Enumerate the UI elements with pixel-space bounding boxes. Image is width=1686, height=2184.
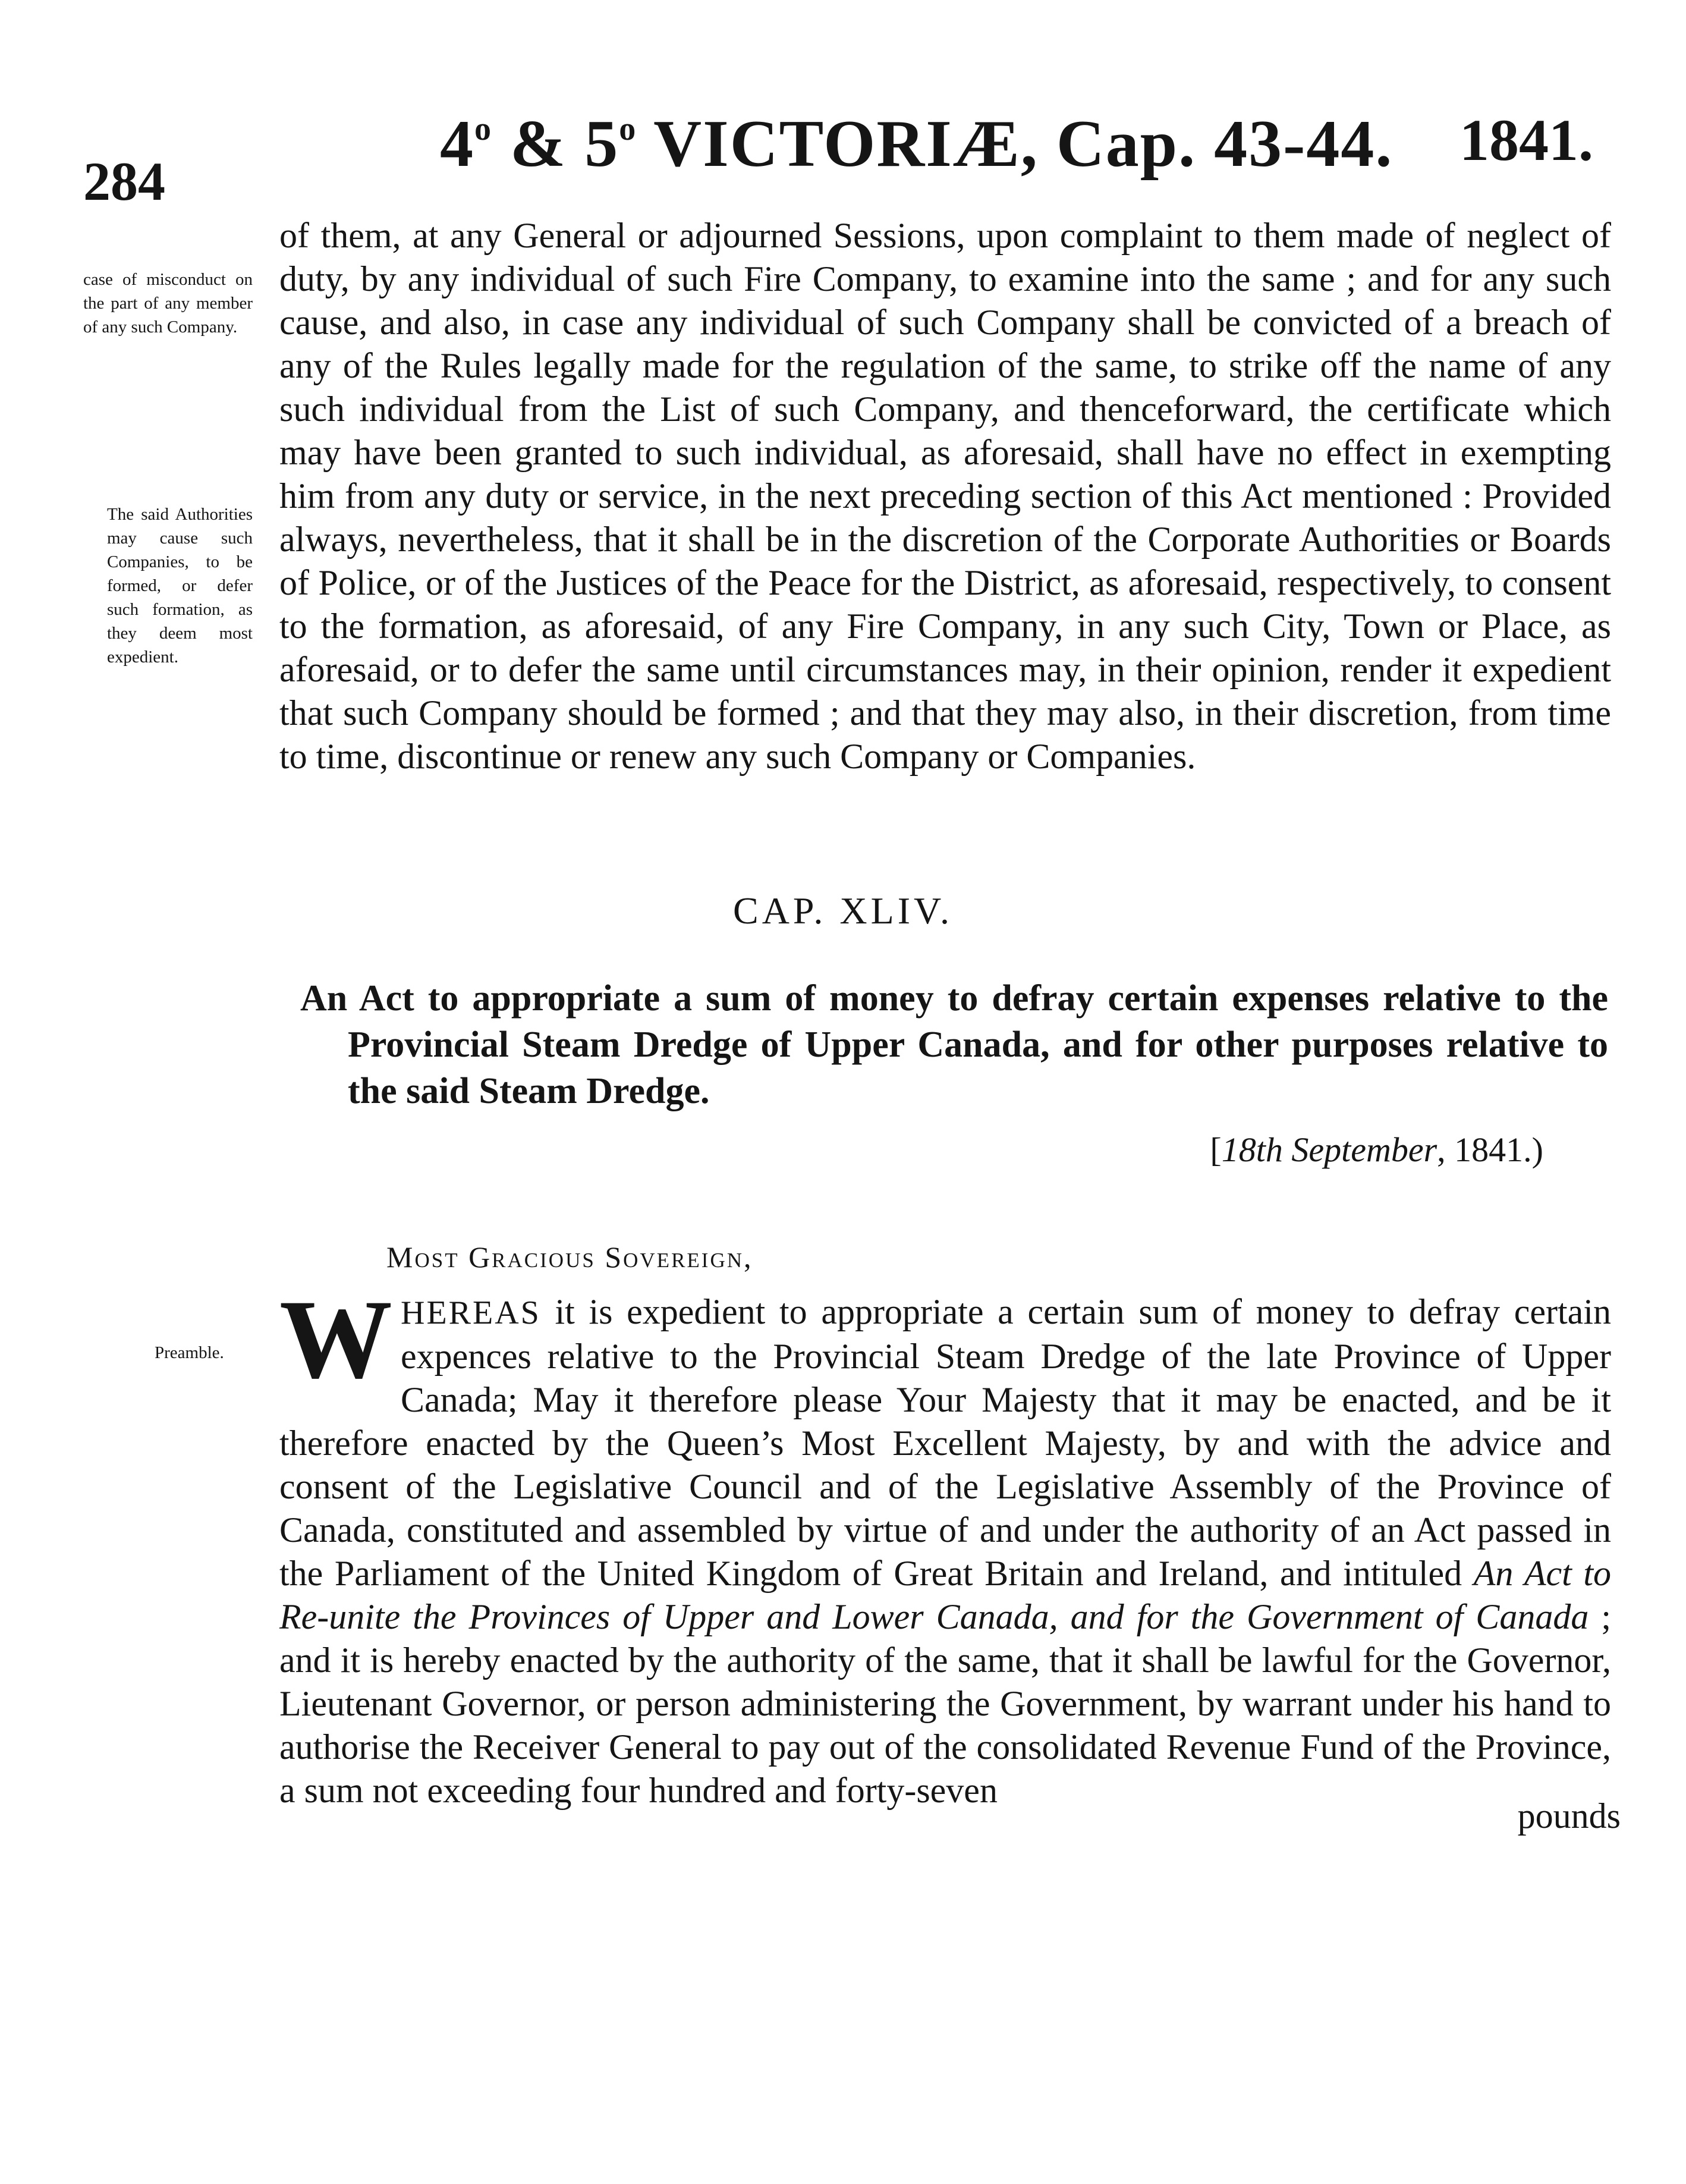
preamble-body-a: it is expedient to appropriate a certain sum of money to defray certain expences relative to the Provincial Steam Dredge of the late Province of Upper Canada; May it therefore please Your Majesty that it may be enacted, and be it therefore enacted by the Queen’s Most Excellent Majesty, by and with the advice and consent of the Legislative Council and of the Legislative Assembly of the Province of Canada, constituted and assembled by virtue of and under the authority of an Act passed in the Parliament of the United Kingdom of Great Britain and Ireland, and intituled: [279, 1292, 1611, 1593]
preamble-body-b: ; and it is hereby enacted by the authority of the same, that it shall be lawful for the Governor, Lieutenant Governor, or person administering the Government, by warrant under his hand to authorise the Receiver General to pay out of the consolidated Revenue Fund of the Province, a sum not exceeding four hundred and forty-seven: [279, 1597, 1612, 1810]
section-continuation-text: of them, at any General or adjourned Sessions, upon complaint to them made of neglect of duty, by any individual of such Fire Company, to examine into the same ; and for any such cause, and also, in case any individual of such Company shall be convicted of a breach of any of the Rules legally made for the regulation of the same, to strike off the name of any such individual from the List of such Company, and thenceforward, the certificate which may have been granted to such individual, as aforesaid, shall have no effect in exempting him from any duty or service, in the next preceding section of this Act mentioned : Provided always, nevertheless, that it shall be in the discretion of the Corporate Authorities or Boards of Police, or of the Justices of the Peace for the District, as aforesaid, respectively, to consent to the formation, as aforesaid, of any Fire Company, in any such City, Town or Place, as aforesaid, or to defer the same until circumstances may, in their opinion, render it expedient that such Company should be formed ; and that they may also, in their discretion, from time to time, discontinue or renew any such Company or Companies.: [279, 216, 1611, 776]
running-title-part-a: 4: [440, 107, 474, 181]
running-title-part-b: & 5: [492, 107, 619, 181]
sidenote-preamble: Preamble.: [155, 1343, 224, 1362]
running-title: [440, 106, 1393, 183]
salutation: Most Gracious Sovereign,: [386, 1240, 753, 1274]
degree-mark-b: o: [619, 111, 637, 147]
sidenote-authorities: The said Authorities may cause such Companies, to be formed, or defer such formation, as they deem most expedient.: [107, 505, 253, 667]
page-number: 284: [83, 151, 165, 212]
act-date: [1210, 1130, 1543, 1170]
act-short-title: An Act to Re-unite the Provinces of Upper and Lower Canada, and for the Government of Canada: [279, 1554, 1612, 1636]
chapter-heading: CAP. XLIV.: [733, 890, 953, 932]
act-date-open: [: [1210, 1130, 1222, 1169]
act-title: An Act to appropriate a sum of money to defray certain expenses relative to the Provincial Steam Dredge of Upper Canada, and for other purposes relative to the said Steam Dredge.: [300, 978, 1608, 1111]
running-title-part-c: VICTORIÆ, Cap. 43-44.: [637, 107, 1394, 181]
sidenote-misconduct: case of misconduct on the part of any member of any such Company.: [83, 270, 253, 337]
catchword: pounds: [1517, 1796, 1621, 1836]
degree-mark-a: o: [474, 111, 492, 147]
drop-cap: W: [279, 1277, 392, 1402]
act-date-close: , 1841.): [1437, 1130, 1543, 1169]
preamble-first-word: HEREAS: [401, 1294, 541, 1331]
running-year: 1841.: [1459, 107, 1593, 173]
act-date-italic: 18th September: [1221, 1130, 1437, 1169]
preamble-text: [279, 1277, 1612, 1812]
